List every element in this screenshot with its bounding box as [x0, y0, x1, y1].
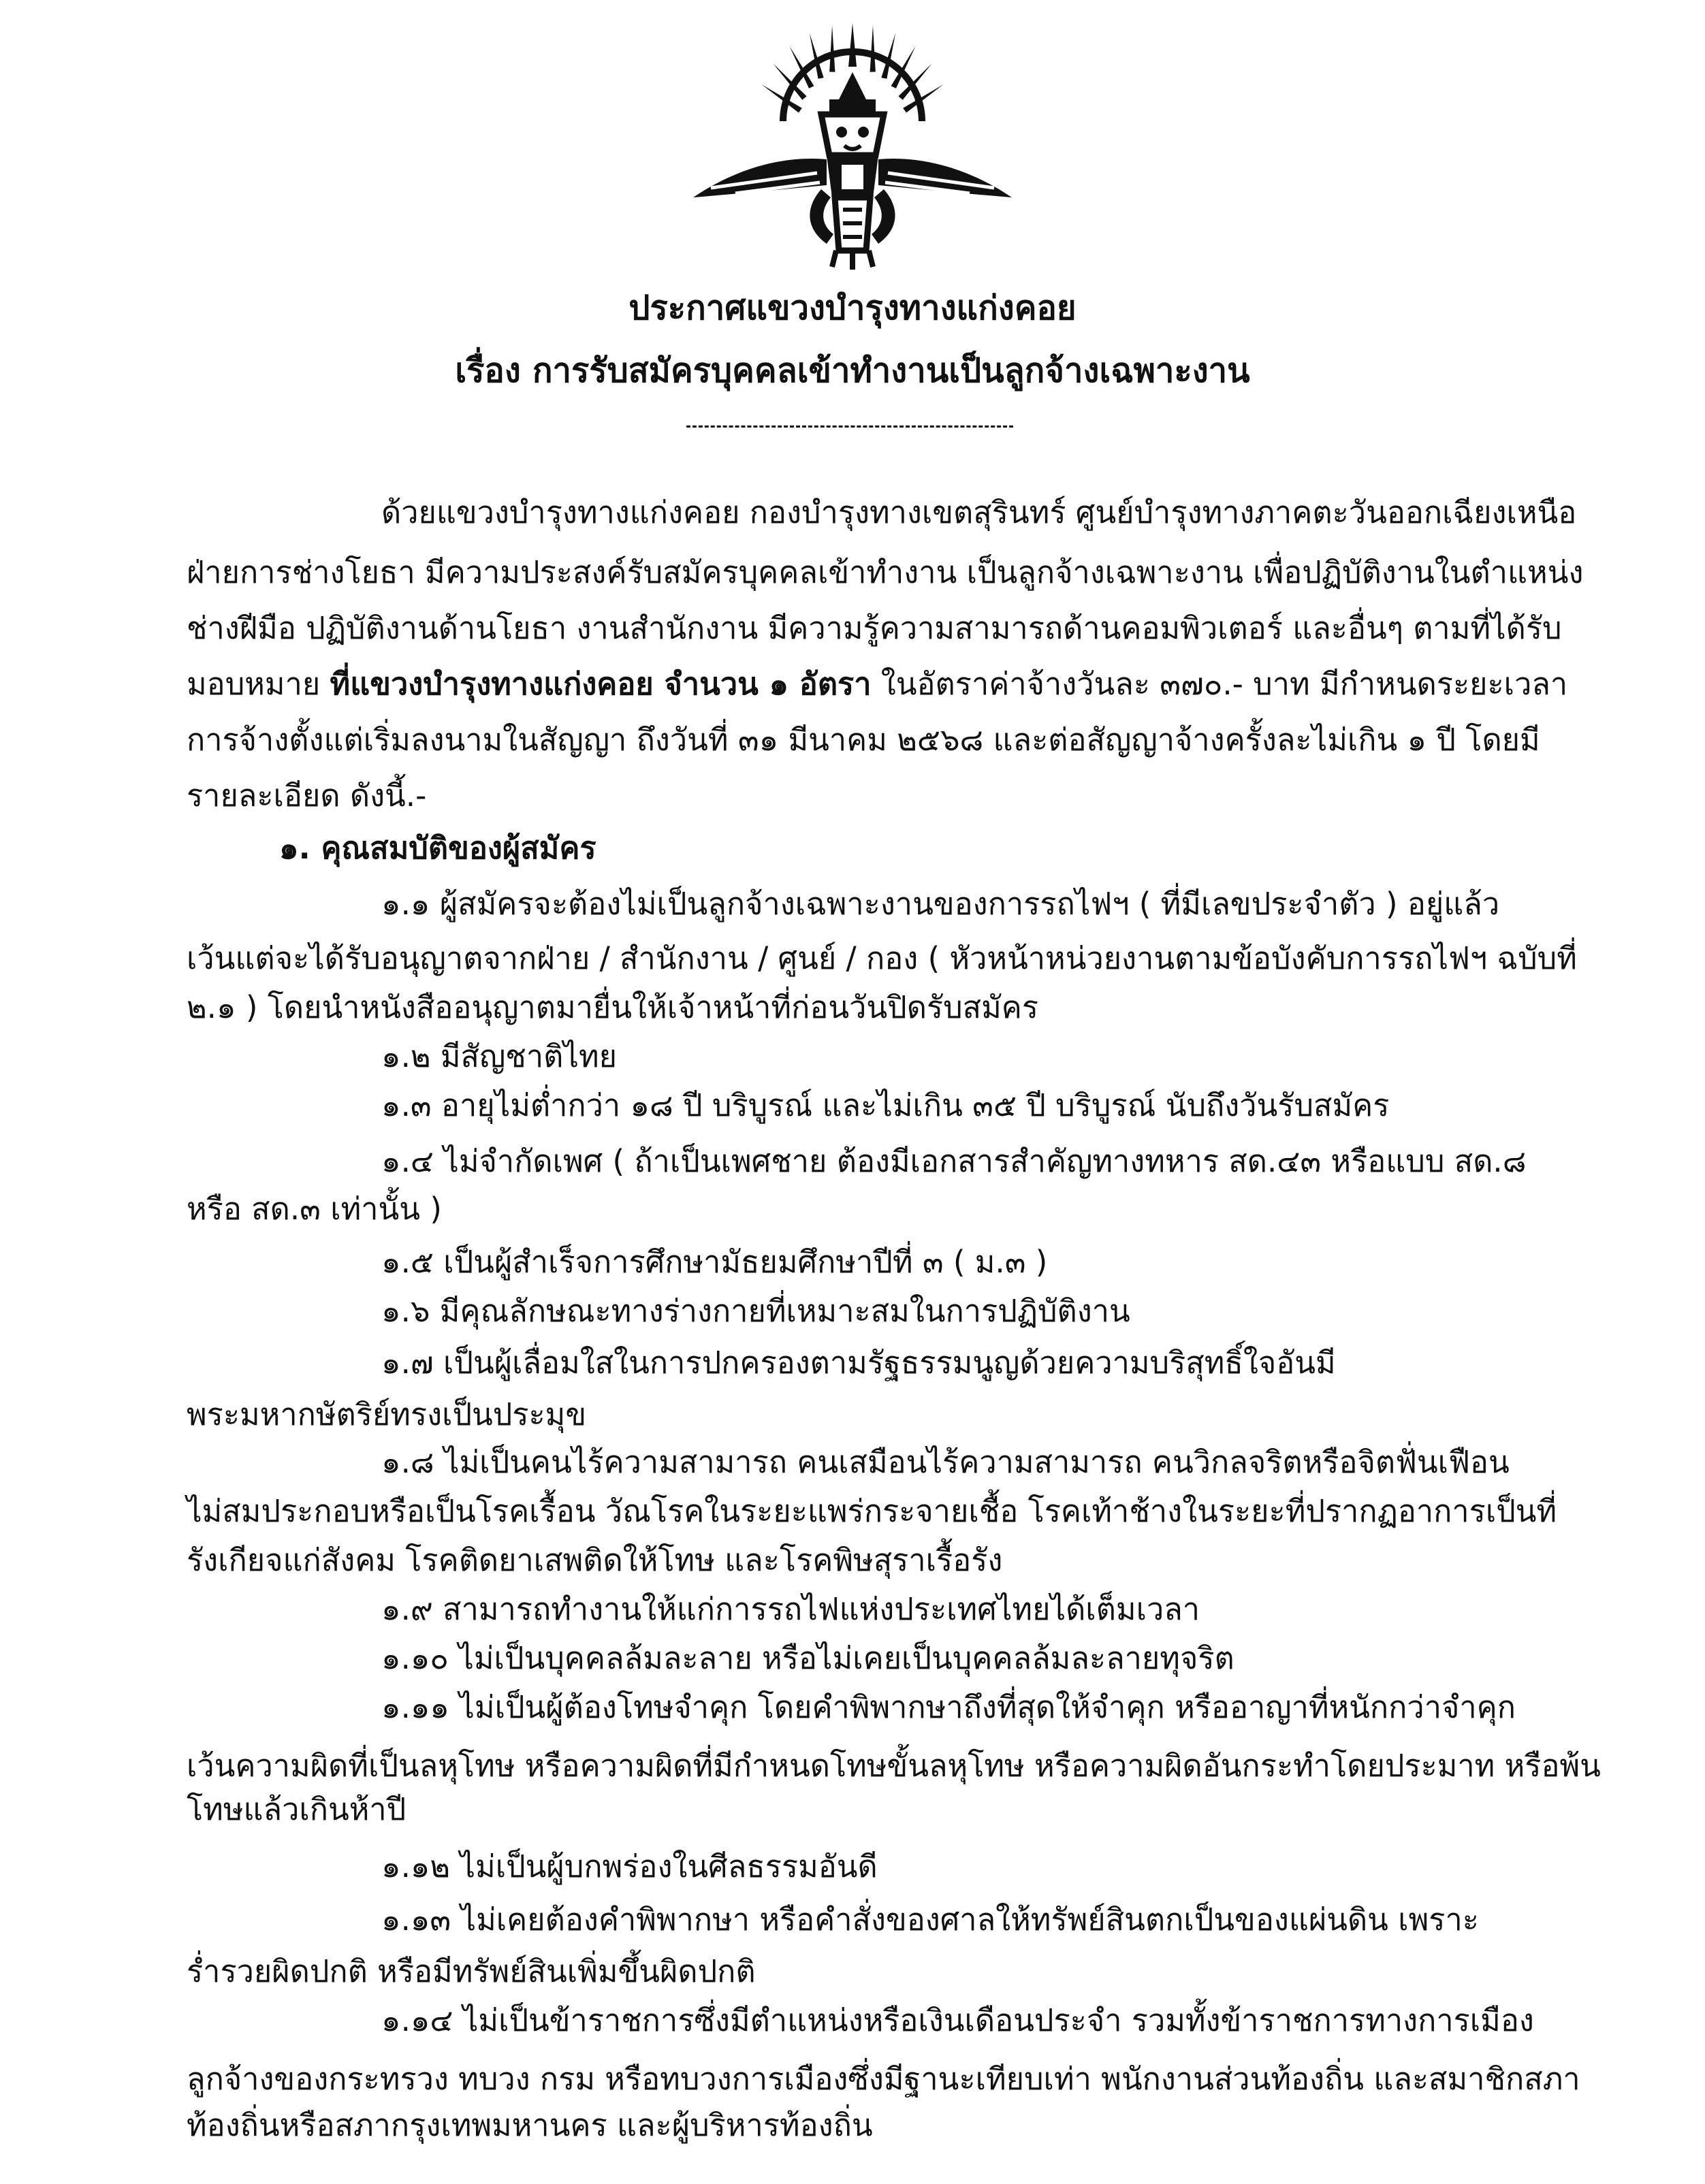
intro-line: รายละเอียด ดังนี้.-	[187, 777, 427, 814]
item-1-11-cont: โทษแล้วเกินห้าปี	[187, 1791, 407, 1827]
item-1-11: ๑.๑๑ ไม่เป็นผู้ต้องโทษจำคุก โดยคำพิพากษาถึงที่สุดให้จำคุก หรืออาญาที่หนักกว่าจำคุก	[381, 1689, 1516, 1725]
announcement-subject: เรื่อง การรับสมัครบุคคลเข้าทำงานเป็นลูกจ้างเฉพาะงาน	[455, 351, 1250, 390]
item-1-13-cont: ร่ำรวยผิดปกติ หรือมีทรัพย์สินเพิ่มขึ้นผิดปกติ	[187, 1953, 756, 1989]
item-1-11-cont: เว้นความผิดที่เป็นลหุโทษ หรือความผิดที่มีกำหนดโทษขั้นลหุโทษ หรือความผิดอันกระทำโดยประมาท หรือพ้น	[187, 1748, 1601, 1784]
intro-line: การจ้างตั้งแต่เริ่มลงนามในสัญญา ถึงวันที่ ๓๑ มีนาคม ๒๕๖๘ และต่อสัญญาจ้างครั้งละไม่เกิน ๑ ปี โดยมี	[187, 722, 1540, 758]
item-1-1-cont: ๒.๑ ) โดยนำหนังสืออนุญาตมายื่นให้เจ้าหน้าที่ก่อนวันปิดรับสมัคร	[187, 989, 1039, 1025]
item-1-14-cont: ท้องถิ่นหรือสภากรุงเทพมหานคร และผู้บริหารท้องถิ่น	[187, 2107, 873, 2143]
item-1-2: ๑.๒ มีสัญชาติไทย	[381, 1038, 618, 1074]
item-1-1-cont: เว้นแต่จะได้รับอนุญาตจากฝ่าย / สำนักงาน / ศูนย์ / กอง ( หัวหน้าหน่วยงานตามข้อบังคับการรถไฟฯ ฉบับที่	[187, 940, 1577, 976]
item-1-13: ๑.๑๓ ไม่เคยต้องคำพิพากษา หรือคำสั่งของศาลให้ทรัพย์สินตกเป็นของแผ่นดิน เพราะ	[381, 1901, 1479, 1938]
item-1-9: ๑.๙ สามารถทำงานให้แก่การรถไฟแห่งประเทศไทยได้เต็มเวลา	[381, 1591, 1200, 1627]
announcement-title: ประกาศแขวงบำรุงทางแก่งคอย	[628, 289, 1077, 327]
item-1-12: ๑.๑๒ ไม่เป็นผู้บกพร่องในศีลธรรมอันดี	[381, 1848, 878, 1884]
item-1-8-cont: ไม่สมประกอบหรือเป็นโรคเรื้อน วัณโรคในระยะแพร่กระจายเชื้อ โรคเท้าช้างในระยะที่ปรากฏอาการเป็นที่	[187, 1493, 1557, 1529]
item-1-8: ๑.๘ ไม่เป็นคนไร้ความสามารถ คนเสมือนไร้ความสามารถ คนวิกลจริตหรือจิตฟั่นเฟือน	[381, 1444, 1510, 1480]
item-1-4: ๑.๔ ไม่จำกัดเพศ ( ถ้าเป็นเพศชาย ต้องมีเอกสารสำคัญทางทหาร สด.๔๓ หรือแบบ สด.๘	[381, 1143, 1527, 1179]
item-1-3: ๑.๓ อายุไม่ต่ำกว่า ๑๘ ปี บริบูรณ์ และไม่เกิน ๓๕ ปี บริบูรณ์ นับถึงวันรับสมัคร	[381, 1087, 1390, 1123]
section-heading: ๑. คุณสมบัติของผู้สมัคร	[279, 830, 596, 866]
title-divider	[686, 425, 1013, 428]
item-1-14: ๑.๑๔ ไม่เป็นข้าราชการซึ่งมีตำแหน่งหรือเงินเดือนประจำ รวมทั้งข้าราชการทางการเมือง	[381, 2002, 1534, 2038]
item-1-6: ๑.๖ มีคุณลักษณะทางร่างกายที่เหมาะสมในการปฏิบัติงาน	[381, 1293, 1130, 1329]
intro-text: มอบหมาย	[187, 666, 330, 702]
intro-line: ด้วยแขวงบำรุงทางแก่งคอย กองบำรุงทางเขตสุรินทร์ ศูนย์บำรุงทางภาคตะวันออกเฉียงเหนือ	[381, 494, 1577, 530]
intro-line: ฝ่ายการช่างโยธา มีความประสงค์รับสมัครบุคคลเข้าทำงาน เป็นลูกจ้างเฉพาะงาน เพื่อปฏิบัติงานในตำแหน่ง	[187, 554, 1584, 590]
item-1-14-cont: ลูกจ้างของกระทรวง ทบวง กรม หรือทบวงการเมืองซึ่งมีฐานะเทียบเท่า พนักงานส่วนท้องถิ่น และสมาชิกสภา	[187, 2061, 1580, 2097]
item-1-5: ๑.๕ เป็นผู้สำเร็จการศึกษามัธยมศึกษาปีที่ ๓ ( ม.๓ )	[381, 1244, 1048, 1280]
item-1-10: ๑.๑๐ ไม่เป็นบุคคลล้มละลาย หรือไม่เคยเป็นบุคคลล้มละลายทุจริต	[381, 1640, 1234, 1676]
item-1-1: ๑.๑ ผู้สมัครจะต้องไม่เป็นลูกจ้างเฉพาะงานของการรถไฟฯ ( ที่มีเลขประจำตัว ) อยู่แล้ว	[381, 886, 1500, 922]
intro-line	[187, 665, 1568, 703]
state-railway-emblem-icon	[681, 19, 1024, 272]
intro-location-bold: ที่แขวงบำรุงทางแก่งคอย จำนวน ๑ อัตรา	[330, 666, 872, 702]
item-1-7-cont: พระมหากษัตริย์ทรงเป็นประมุข	[187, 1396, 587, 1432]
item-1-4-cont: หรือ สด.๓ เท่านั้น )	[187, 1191, 442, 1227]
item-1-7: ๑.๗ เป็นผู้เลื่อมใสในการปกครองตามรัฐธรรมนูญด้วยความบริสุทธิ์ใจอันมี	[381, 1345, 1336, 1381]
intro-line: ช่างฝีมือ ปฏิบัติงานด้านโยธา งานสำนักงาน มีความรู้ความสามารถด้านคอมพิวเตอร์ และอื่นๆ ตามที่ได้รับ	[187, 610, 1562, 646]
intro-text: ในอัตราค่าจ้างวันละ ๓๗๐.- บาท มีกำหนดระยะเวลา	[871, 666, 1568, 702]
item-1-8-cont: รังเกียจแก่สังคม โรคติดยาเสพติดให้โทษ และโรคพิษสุราเรื้อรัง	[187, 1542, 1003, 1578]
